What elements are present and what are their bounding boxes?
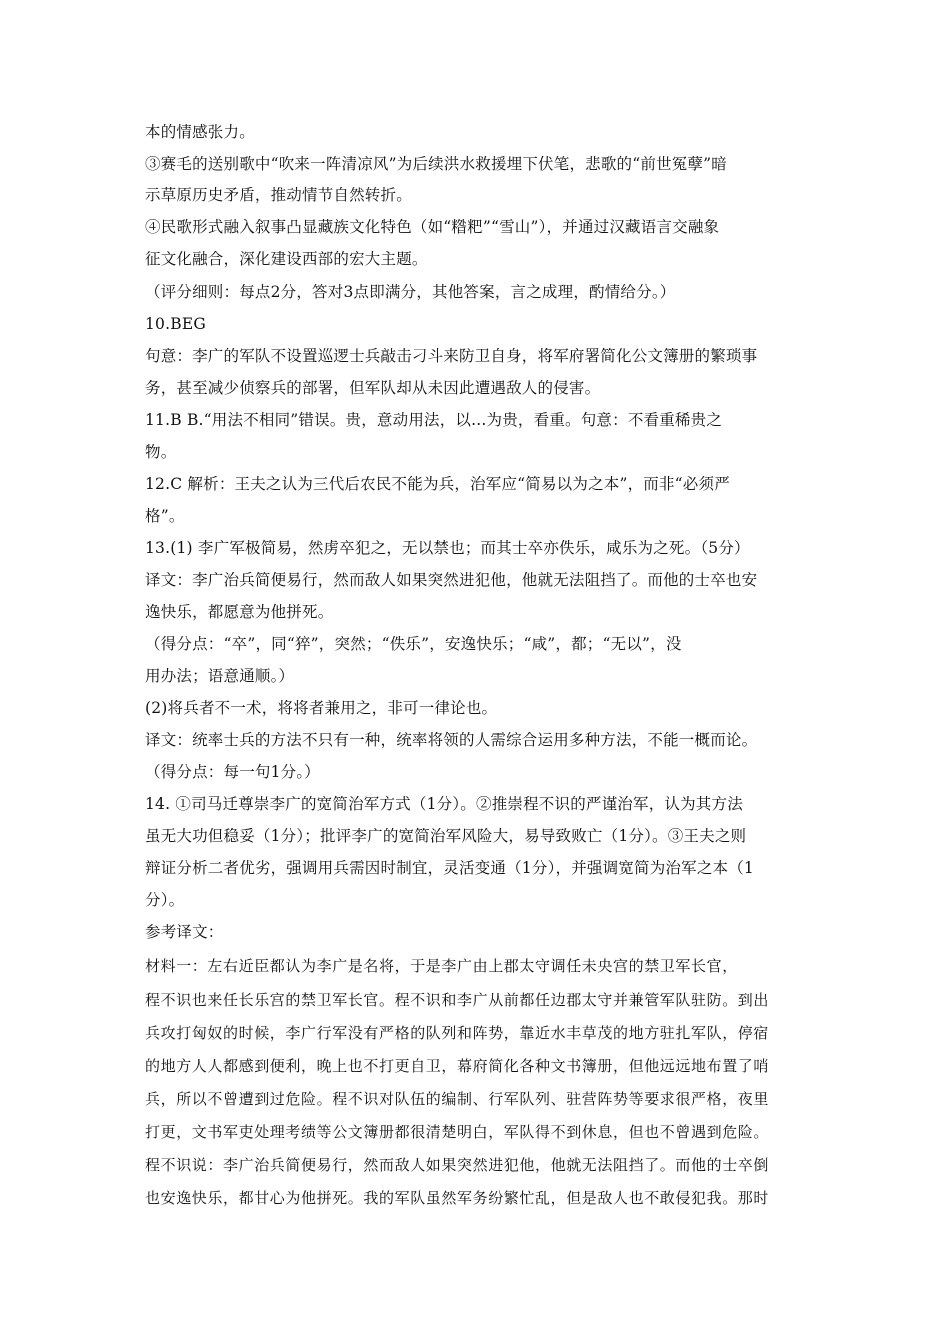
text-line: 示草原历史矛盾，推动情节自然转折。 bbox=[145, 186, 412, 204]
text-line: 物。 bbox=[145, 443, 177, 461]
translation-line: 程不识也来任长乐宫的禁卫军长官。程不识和李广从前都任边郡太守并兼管军队驻防。到出 bbox=[145, 991, 770, 1009]
text-line: 译文：李广治兵简便易行，然而敌人如果突然进犯他，他就无法阻挡了。而他的士卒也安 bbox=[145, 571, 758, 589]
translation-line: 兵，所以不曾遭到过危险。程不识对队伍的编制、行军队列、驻营阵势等要求很严格，夜里 bbox=[145, 1090, 770, 1108]
text-line: （评分细则：每点2分，答对3点即满分，其他答案，言之成理，酌情给分。） bbox=[145, 283, 676, 301]
translation-line: 兵攻打匈奴的时候，李广行军没有严格的队列和阵势，靠近水丰草茂的地方驻扎军队，停宿 bbox=[145, 1024, 770, 1042]
question-answer-14: 14. ①司马迁尊崇李广的宽简治军方式（1分）。②推崇程不识的严谨治军，认为其方法 bbox=[145, 795, 743, 813]
text-line: 译文：统率士兵的方法不只有一种，统率将领的人需综合运用多种方法，不能一概而论。 bbox=[145, 731, 758, 749]
text-line: （得分点：“卒”，同“猝”，突然；“佚乐”，安逸快乐；“咸”，都；“无以”，没 bbox=[145, 635, 682, 653]
translation-line: 的地方人人都感到便利，晚上也不打更自卫，幕府简化各种文书簿册，但他远远地布置了哨 bbox=[145, 1057, 770, 1075]
reference-translation-heading: 参考译文： bbox=[145, 923, 224, 941]
text-line: 分）。 bbox=[145, 891, 185, 909]
question-answer-11: 11.B B.“用法不相同”错误。贵，意动用法，以...为贵，看重。句意：不看重稀贵之 bbox=[145, 411, 723, 429]
text-line: 务，甚至减少侦察兵的部署，但军队却从未因此遭遇敌人的侵害。 bbox=[145, 379, 601, 397]
text-line: 格”。 bbox=[145, 507, 185, 525]
question-answer-12: 12.C 解析：王夫之认为三代后农民不能为兵，治军应“简易以为之本”，而非“必须严 bbox=[145, 475, 730, 493]
translation-line: 也安逸快乐，都甘心为他拼死。我的军队虽然军务纷繁忙乱，但是敌人也不敢侵犯我。那时 bbox=[145, 1189, 770, 1207]
text-line: （得分点：每一句1分。） bbox=[145, 763, 321, 781]
text-line: 逸快乐，都愿意为他拼死。 bbox=[145, 603, 334, 621]
text-line: 征文化融合，深化建设西部的宏大主题。 bbox=[145, 250, 428, 268]
text-line: 本的情感张力。 bbox=[145, 123, 255, 141]
text-line: 辩证分析二者优劣，强调用兵需因时制宜，灵活变通（1分），并强调宽简为治军之本（1 bbox=[145, 859, 754, 877]
text-line: ④民歌形式融入叙事凸显藏族文化特色（如“糌粑”“雪山”），并通过汉藏语言交融象 bbox=[145, 218, 720, 236]
translation-line: 打更，文书军吏处理考绩等公文簿册都很清楚明白，军队得不到休息，但也不曾遇到危险。 bbox=[145, 1123, 770, 1141]
text-line: 句意：李广的军队不设置巡逻士兵敲击刁斗来防卫自身，将军府署简化公文簿册的繁琐事 bbox=[145, 347, 758, 365]
text-line: 虽无大功但稳妥（1分）；批评李广的宽简治军风险大，易导致败亡（1分）。③王夫之则 bbox=[145, 827, 747, 845]
question-answer-10: 10.BEG bbox=[145, 315, 206, 333]
translation-line: 程不识说：李广治兵简便易行，然而敌人如果突然进犯他，他就无法阻挡了。而他的士卒倒 bbox=[145, 1156, 770, 1174]
question-answer-13: 13.(1) 李广军极简易，然虏卒犯之，无以禁也；而其士卒亦佚乐，咸乐为之死。（5分） bbox=[145, 539, 750, 557]
text-line: ③赛毛的送别歌中“吹来一阵清凉风”为后续洪水救援埋下伏笔，悲歌的“前世冤孽”暗 bbox=[145, 155, 727, 173]
text-line: (2)将兵者不一术，将将者兼用之，非可一律论也。 bbox=[145, 699, 498, 717]
translation-line: 材料一：左右近臣都认为李广是名将，于是李广由上郡太守调任未央宫的禁卫军长官， bbox=[145, 957, 738, 975]
text-line: 用办法；语意通顺。） bbox=[145, 667, 295, 685]
